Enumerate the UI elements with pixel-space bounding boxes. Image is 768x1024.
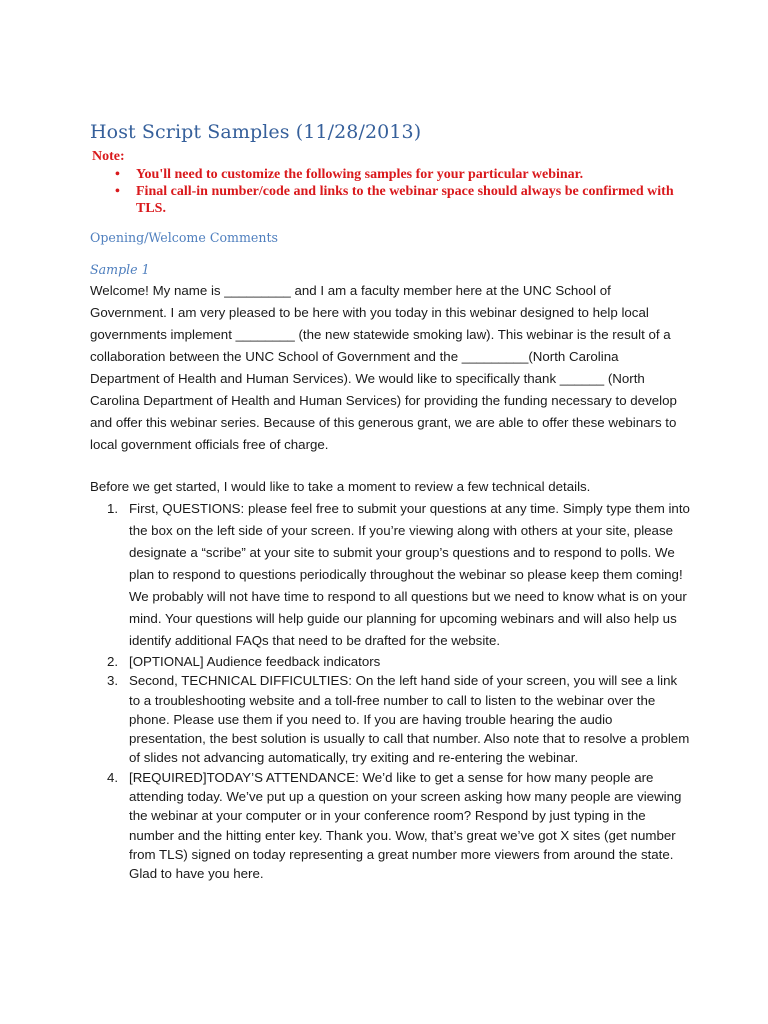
list-item — [90, 498, 690, 652]
list-item — [90, 671, 690, 767]
bullet-icon: • — [115, 184, 120, 199]
document-title: Host Script Samples (11/28/2013) — [90, 121, 422, 143]
note-item-text: Final call-in number/code and links to the webinar space should always be confirmed with TLS. — [136, 184, 674, 216]
list-item — [90, 652, 690, 671]
list-item-text: [OPTIONAL] Audience feedback indicators — [129, 654, 381, 669]
sample-paragraph: Welcome! My name is _________ and I am a faculty member here at the UNC School of Government. I am very pleased to be here with you today in this webinar designed to help local governments implement ________ (the new statewide smoking law). This webinar is the result of a collaboration between the UNC School of Government and the _________(North Carolina Department of Health and Human Services). We would like to specifically thank ______ (North Carolina Department of Health and Human Services) for providing the funding necessary to develop and offer this webinar series. Because of this generous grant, we are able to offer these webinars to local government officials free of charge. — [90, 283, 677, 452]
note-item-text: You'll need to customize the following samples for your particular webinar. — [136, 167, 584, 182]
list-item-number: 3. — [107, 673, 119, 689]
section-heading: Opening/Welcome Comments — [90, 230, 279, 245]
technical-steps-list — [90, 498, 690, 884]
intro-paragraph: Before we get started, I would like to take a moment to review a few technical details. — [90, 479, 591, 494]
note-list — [115, 166, 675, 217]
bullet-icon: • — [115, 167, 120, 182]
list-item-number: 1. — [107, 501, 119, 516]
list-item-number: 2. — [107, 654, 119, 669]
list-item-text: First, QUESTIONS: please feel free to submit your questions at any time. Simply type them into the box on the left side of your screen. If you’re viewing along with others at your site, please designate a “scribe” at your site to submit your group’s questions and to respond to polls. We plan to respond to questions periodically throughout the webinar so please keep them coming! We probably will not have time to respond to all questions but we need to know what is on your mind. Your questions will help guide our planning for upcoming webinars and will also help us identify additional FAQs that need to be drafted for the website. — [129, 501, 690, 648]
list-item-text: Second, TECHNICAL DIFFICULTIES: On the left hand side of your screen, you will see a link to a troubleshooting website and a toll-free number to call to listen to the webinar over the phone. Please use them if you need to. If you are having trouble hearing the audio presentation, the best solution is usually to call that number. Also note that to resolve a problem of slides not advancing automatically, try exiting and re-entering the webinar. — [129, 673, 690, 766]
list-item-number: 4. — [107, 769, 119, 785]
list-item — [90, 768, 690, 884]
note-item — [115, 166, 675, 183]
sample-heading: Sample 1 — [90, 262, 150, 277]
list-item-text: [REQUIRED]TODAY’S ATTENDANCE: We’d like to get a sense for how many people are attending today. We’ve put up a question on your screen asking how many people are viewing the webinar at your computer or in your conference room? Respond by just typing in the number and the hitting enter key. Thank you. Wow, that’s great we’ve got X sites (get number from TLS) signed on today representing a great number more viewers from around the state. Glad to have you here. — [129, 769, 682, 882]
note-item — [115, 183, 675, 217]
note-label: Note: — [92, 149, 125, 164]
